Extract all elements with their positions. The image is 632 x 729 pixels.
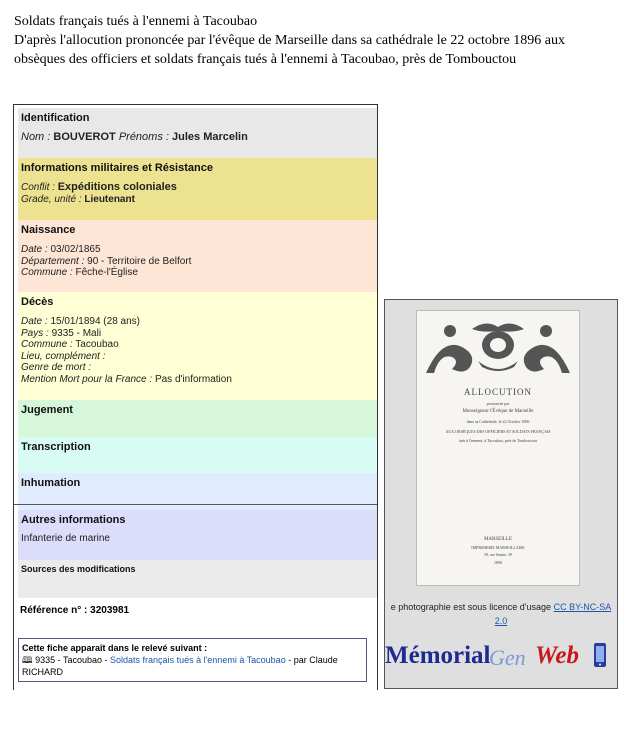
section-identification [18, 108, 377, 160]
nom-value: BOUVEROT [53, 131, 116, 143]
section-transcription [18, 437, 377, 475]
logo-part: Gen [489, 645, 526, 670]
field-label: Conflit : [21, 182, 55, 193]
grade-value: Lieutenant [84, 193, 135, 205]
deces-pays: 9335 - Mali [51, 327, 102, 339]
field-label: Nom : [21, 131, 51, 143]
record-card [13, 104, 378, 690]
doc-line: prononcée par [486, 401, 510, 406]
field-label: Date : [21, 244, 48, 255]
section-deces [18, 292, 377, 402]
releve-separator: - [102, 655, 111, 665]
ornament-icon [422, 317, 574, 377]
doc-city: MARSEILLE [483, 537, 513, 542]
section-heading: Naissance [21, 224, 76, 236]
section-sources [18, 560, 377, 598]
doc-address: 39, rue Sainte, 39 [483, 552, 513, 557]
page-subtitle: D'après l'allocution prononcée par l'évêque de Marseille dans sa cathédrale le 22 octobre 1896 aux obsèques des officiers et soldats français tués à l'ennemi à Tacoubao, près de Tombouctou [14, 33, 566, 67]
section-heading: Inhumation [21, 477, 81, 489]
section-inhumation [18, 473, 377, 511]
logo-part: Web [535, 642, 579, 669]
license-link[interactable]: CC BY-NC-SA 2.0 [494, 602, 612, 626]
deces-mention: Pas d'information [154, 373, 232, 385]
doc-title: ALLOCUTION [464, 387, 532, 397]
deces-date: 15/01/1894 (28 ans) [50, 316, 140, 327]
deces-commune: Tacoubao [75, 339, 119, 350]
releve-link[interactable]: Soldats français tués à l'ennemi à Tacoubao [110, 655, 286, 665]
doc-year: 1896 [494, 560, 502, 565]
naissance-departement: 90 - Territoire de Belfort [87, 255, 192, 267]
section-heading: Informations militaires et Résistance [21, 162, 213, 174]
prenoms-value: Jules Marcelin [172, 131, 248, 143]
page-header [14, 12, 619, 69]
doc-line: tués à l'ennemi, à Tacoubao, près de Tombouctou [458, 438, 538, 443]
section-heading: Identification [21, 112, 90, 124]
section-jugement [18, 400, 377, 438]
document-photo[interactable] [416, 310, 580, 586]
reference-number: Référence n° : 3203981 [20, 605, 130, 616]
license-notice [385, 600, 617, 628]
section-naissance [18, 220, 377, 292]
field-label: Genre de mort : [21, 362, 92, 373]
field-label: Date : [21, 316, 48, 327]
section-heading: Jugement [21, 404, 73, 416]
photo-panel [384, 299, 618, 689]
doc-line: AUX OBSÈQUES DES OFFICIERS ET SOLDATS FRANÇAIS [445, 429, 551, 434]
autres-text: Infanterie de marine [21, 533, 110, 544]
memorialgenweb-logo[interactable] [385, 638, 617, 674]
logo-part: Mémorial [385, 642, 491, 669]
releve-code: 9335 - Tacoubao [35, 655, 103, 665]
naissance-date: 03/02/1865 [50, 244, 101, 255]
divider [14, 504, 377, 505]
releve-intro: Cette fiche apparaît dans le relevé suivant : [22, 643, 208, 653]
doc-printer: IMPRIMERIE MARSEILLAISE [471, 545, 525, 550]
page-title: Soldats français tués à l'ennemi à Tacoubao [14, 14, 258, 29]
field-label: Mention Mort pour la France : [21, 373, 153, 385]
releve-box [18, 638, 367, 682]
doc-line: Monseigneur l'Évêque de Marseille [462, 409, 534, 414]
field-label: Grade, unité : [21, 193, 82, 205]
section-heading: Transcription [21, 441, 91, 453]
section-heading: Sources des modifications [21, 564, 136, 574]
section-militaire [18, 158, 377, 221]
field-label: Commune : [21, 267, 73, 278]
releve-author: - par Claude RICHARD [22, 655, 338, 677]
doc-line: dans sa Cathédrale, le 22 Octobre 1896 [466, 419, 530, 424]
field-label: Pays : [21, 327, 49, 339]
conflit-value: Expéditions coloniales [57, 181, 177, 193]
section-autres [18, 510, 377, 560]
field-label: Lieu, complément : [21, 350, 106, 362]
field-label: Prénoms : [118, 131, 169, 143]
book-icon: 🕮 [22, 655, 33, 665]
field-label: Département : [21, 255, 85, 267]
section-heading: Autres informations [21, 514, 126, 526]
section-heading: Décès [21, 296, 54, 308]
field-label: Commune : [21, 339, 73, 350]
license-text: e photographie est sous licence d'usage [390, 602, 552, 612]
naissance-commune: Fêche-l'Église [75, 267, 138, 278]
phone-icon [593, 642, 607, 668]
